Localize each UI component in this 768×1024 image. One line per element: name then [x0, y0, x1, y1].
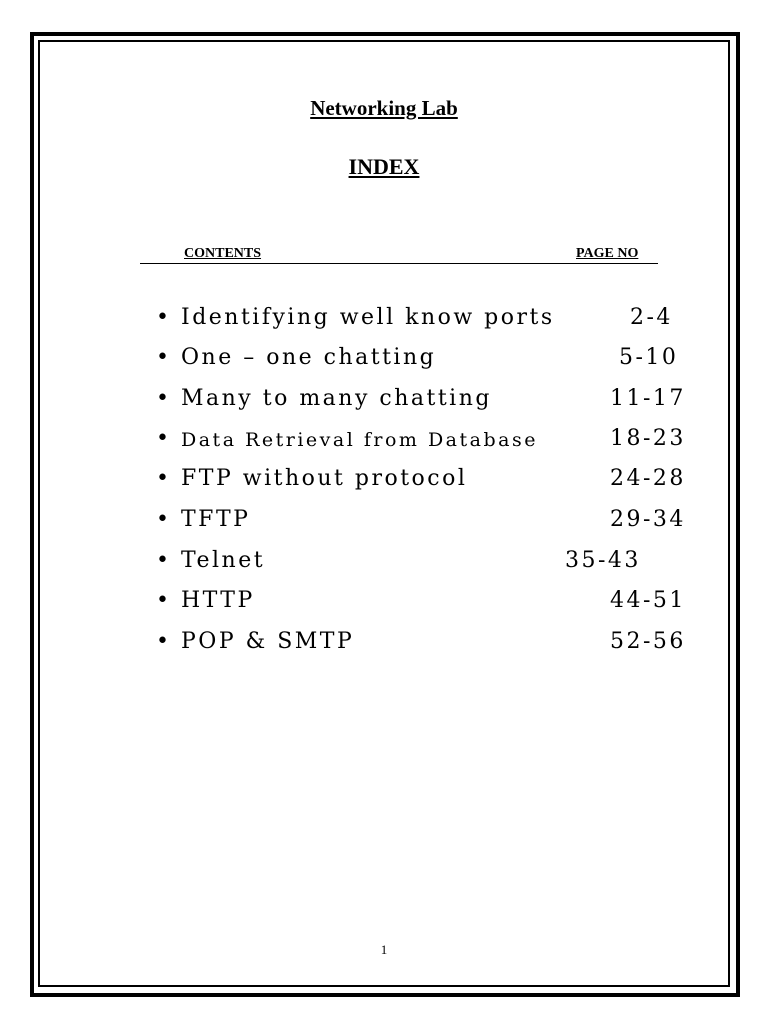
bullet: • — [156, 426, 169, 451]
item-label: Identifying well know ports — [181, 305, 555, 330]
list-item — [0, 386, 768, 422]
bullet: • — [156, 507, 169, 532]
item-label: HTTP — [181, 588, 255, 613]
bullet: • — [156, 345, 169, 370]
item-pages: 2-4 — [630, 305, 673, 330]
list-item — [0, 588, 768, 624]
list-item — [0, 466, 768, 502]
bullet: • — [156, 305, 169, 330]
item-label: One – one chatting — [181, 345, 437, 370]
item-pages: 18-23 — [610, 426, 686, 451]
bullet: • — [156, 629, 169, 654]
item-label: Many to many chatting — [181, 386, 492, 411]
item-pages: 11-17 — [610, 386, 686, 411]
item-label: Data Retrieval from Database — [181, 429, 538, 451]
item-pages: 35-43 — [565, 548, 641, 573]
item-label: POP & SMTP — [181, 629, 355, 654]
list-item — [0, 305, 768, 341]
item-pages: 5-10 — [619, 345, 679, 370]
item-pages: 44-51 — [610, 588, 686, 613]
item-label: Telnet — [181, 548, 266, 573]
list-item — [0, 548, 768, 584]
item-label: TFTP — [181, 507, 251, 532]
index-heading: INDEX — [348, 154, 420, 179]
list-item — [0, 426, 768, 462]
page-number: 1 — [380, 942, 388, 957]
contents-column-header: CONTENTS — [184, 246, 262, 261]
list-item — [0, 629, 768, 665]
bullet: • — [156, 588, 169, 613]
document-title: Networking Lab — [310, 96, 458, 120]
item-pages: 24-28 — [610, 466, 686, 491]
contents-header-rule — [140, 263, 658, 264]
item-pages: 29-34 — [610, 507, 686, 532]
page-no-column-header: PAGE NO — [576, 246, 639, 261]
item-label: FTP without protocol — [181, 466, 468, 491]
bullet: • — [156, 548, 169, 573]
bullet: • — [156, 386, 169, 411]
list-item — [0, 507, 768, 543]
bullet: • — [156, 466, 169, 491]
list-item — [0, 345, 768, 381]
item-pages: 52-56 — [610, 629, 686, 654]
